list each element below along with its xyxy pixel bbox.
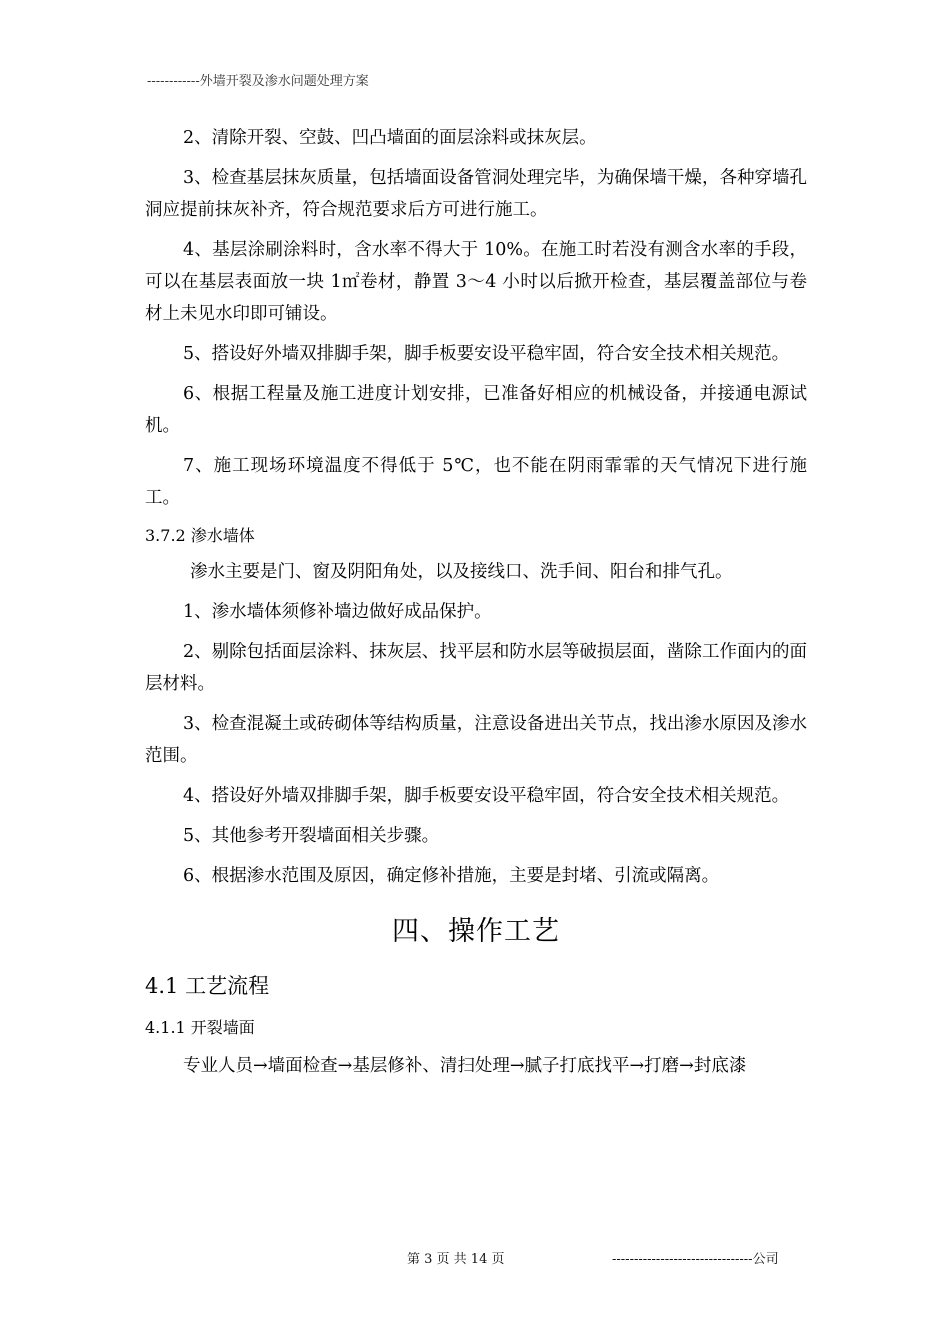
paragraph-item-3: 3、检查基层抹灰质量，包括墙面设备管洞处理完毕，为确保墙干燥，各种穿墙孔洞应提前抹灰补齐，符合规范要求后方可进行施工。 xyxy=(145,168,807,220)
page-header: ------------外墙开裂及渗水问题处理方案 xyxy=(147,74,369,89)
paragraph-intro-seepage: 渗水主要是门、窗及阴阳角处，以及接线口、洗手间、阳台和排气孔。 xyxy=(190,562,733,582)
document-body xyxy=(145,122,807,1090)
process-flow-text: 专业人员→墙面检查→基层修补、清扫处理→腻子打底找平→打磨→封底漆 xyxy=(183,1056,747,1076)
section-heading-4-1-1: 4.1.1 开裂墙面 xyxy=(145,1018,255,1037)
paragraph-seepage-item-1: 1、渗水墙体须修补墙边做好成品保护。 xyxy=(183,602,492,622)
paragraph-seepage-item-6: 6、根据渗水范围及原因，确定修补措施，主要是封堵、引流或隔离。 xyxy=(183,866,720,886)
paragraph-seepage-item-5: 5、其他参考开裂墙面相关步骤。 xyxy=(183,826,440,846)
paragraph-item-2: 2、清除开裂、空鼓、凹凸墙面的面层涂料或抹灰层。 xyxy=(183,128,597,148)
page-number: 第 3 页 共 14 页 xyxy=(407,1252,505,1267)
paragraph-item-4: 4、基层涂刷涂料时，含水率不得大于 10%。在施工时若没有测含水率的手段，可以在基层表面放一块 1㎡卷材，静置 3～4 小时以后掀开检查，基层覆盖部位与卷材上未见水印即可铺设。 xyxy=(145,240,807,324)
section-heading-4-1: 4.1 工艺流程 xyxy=(145,974,270,998)
paragraph-item-5: 5、搭设好外墙双排脚手架，脚手板要安设平稳牢固，符合安全技术相关规范。 xyxy=(183,344,790,364)
paragraph-seepage-item-4: 4、搭设好外墙双排脚手架，脚手板要安设平稳牢固，符合安全技术相关规范。 xyxy=(183,786,790,806)
paragraph-seepage-item-2: 2、剔除包括面层涂料、抹灰层、找平层和防水层等破损层面，凿除工作面内的面层材料。 xyxy=(145,642,807,694)
footer-company: --------------------------------公司 xyxy=(612,1252,779,1267)
section-heading-3-7-2: 3.7.2 渗水墙体 xyxy=(145,526,255,545)
paragraph-seepage-item-3: 3、检查混凝土或砖砌体等结构质量，注意设备进出关节点，找出渗水原因及渗水范围。 xyxy=(145,714,807,766)
paragraph-item-7: 7、施工现场环境温度不得低于 5℃，也不能在阴雨霏霏的天气情况下进行施工。 xyxy=(145,456,807,508)
chapter-title: 四、操作工艺 xyxy=(392,916,560,947)
paragraph-item-6: 6、根据工程量及施工进度计划安排，已准备好相应的机械设备，并接通电源试机。 xyxy=(145,384,807,436)
